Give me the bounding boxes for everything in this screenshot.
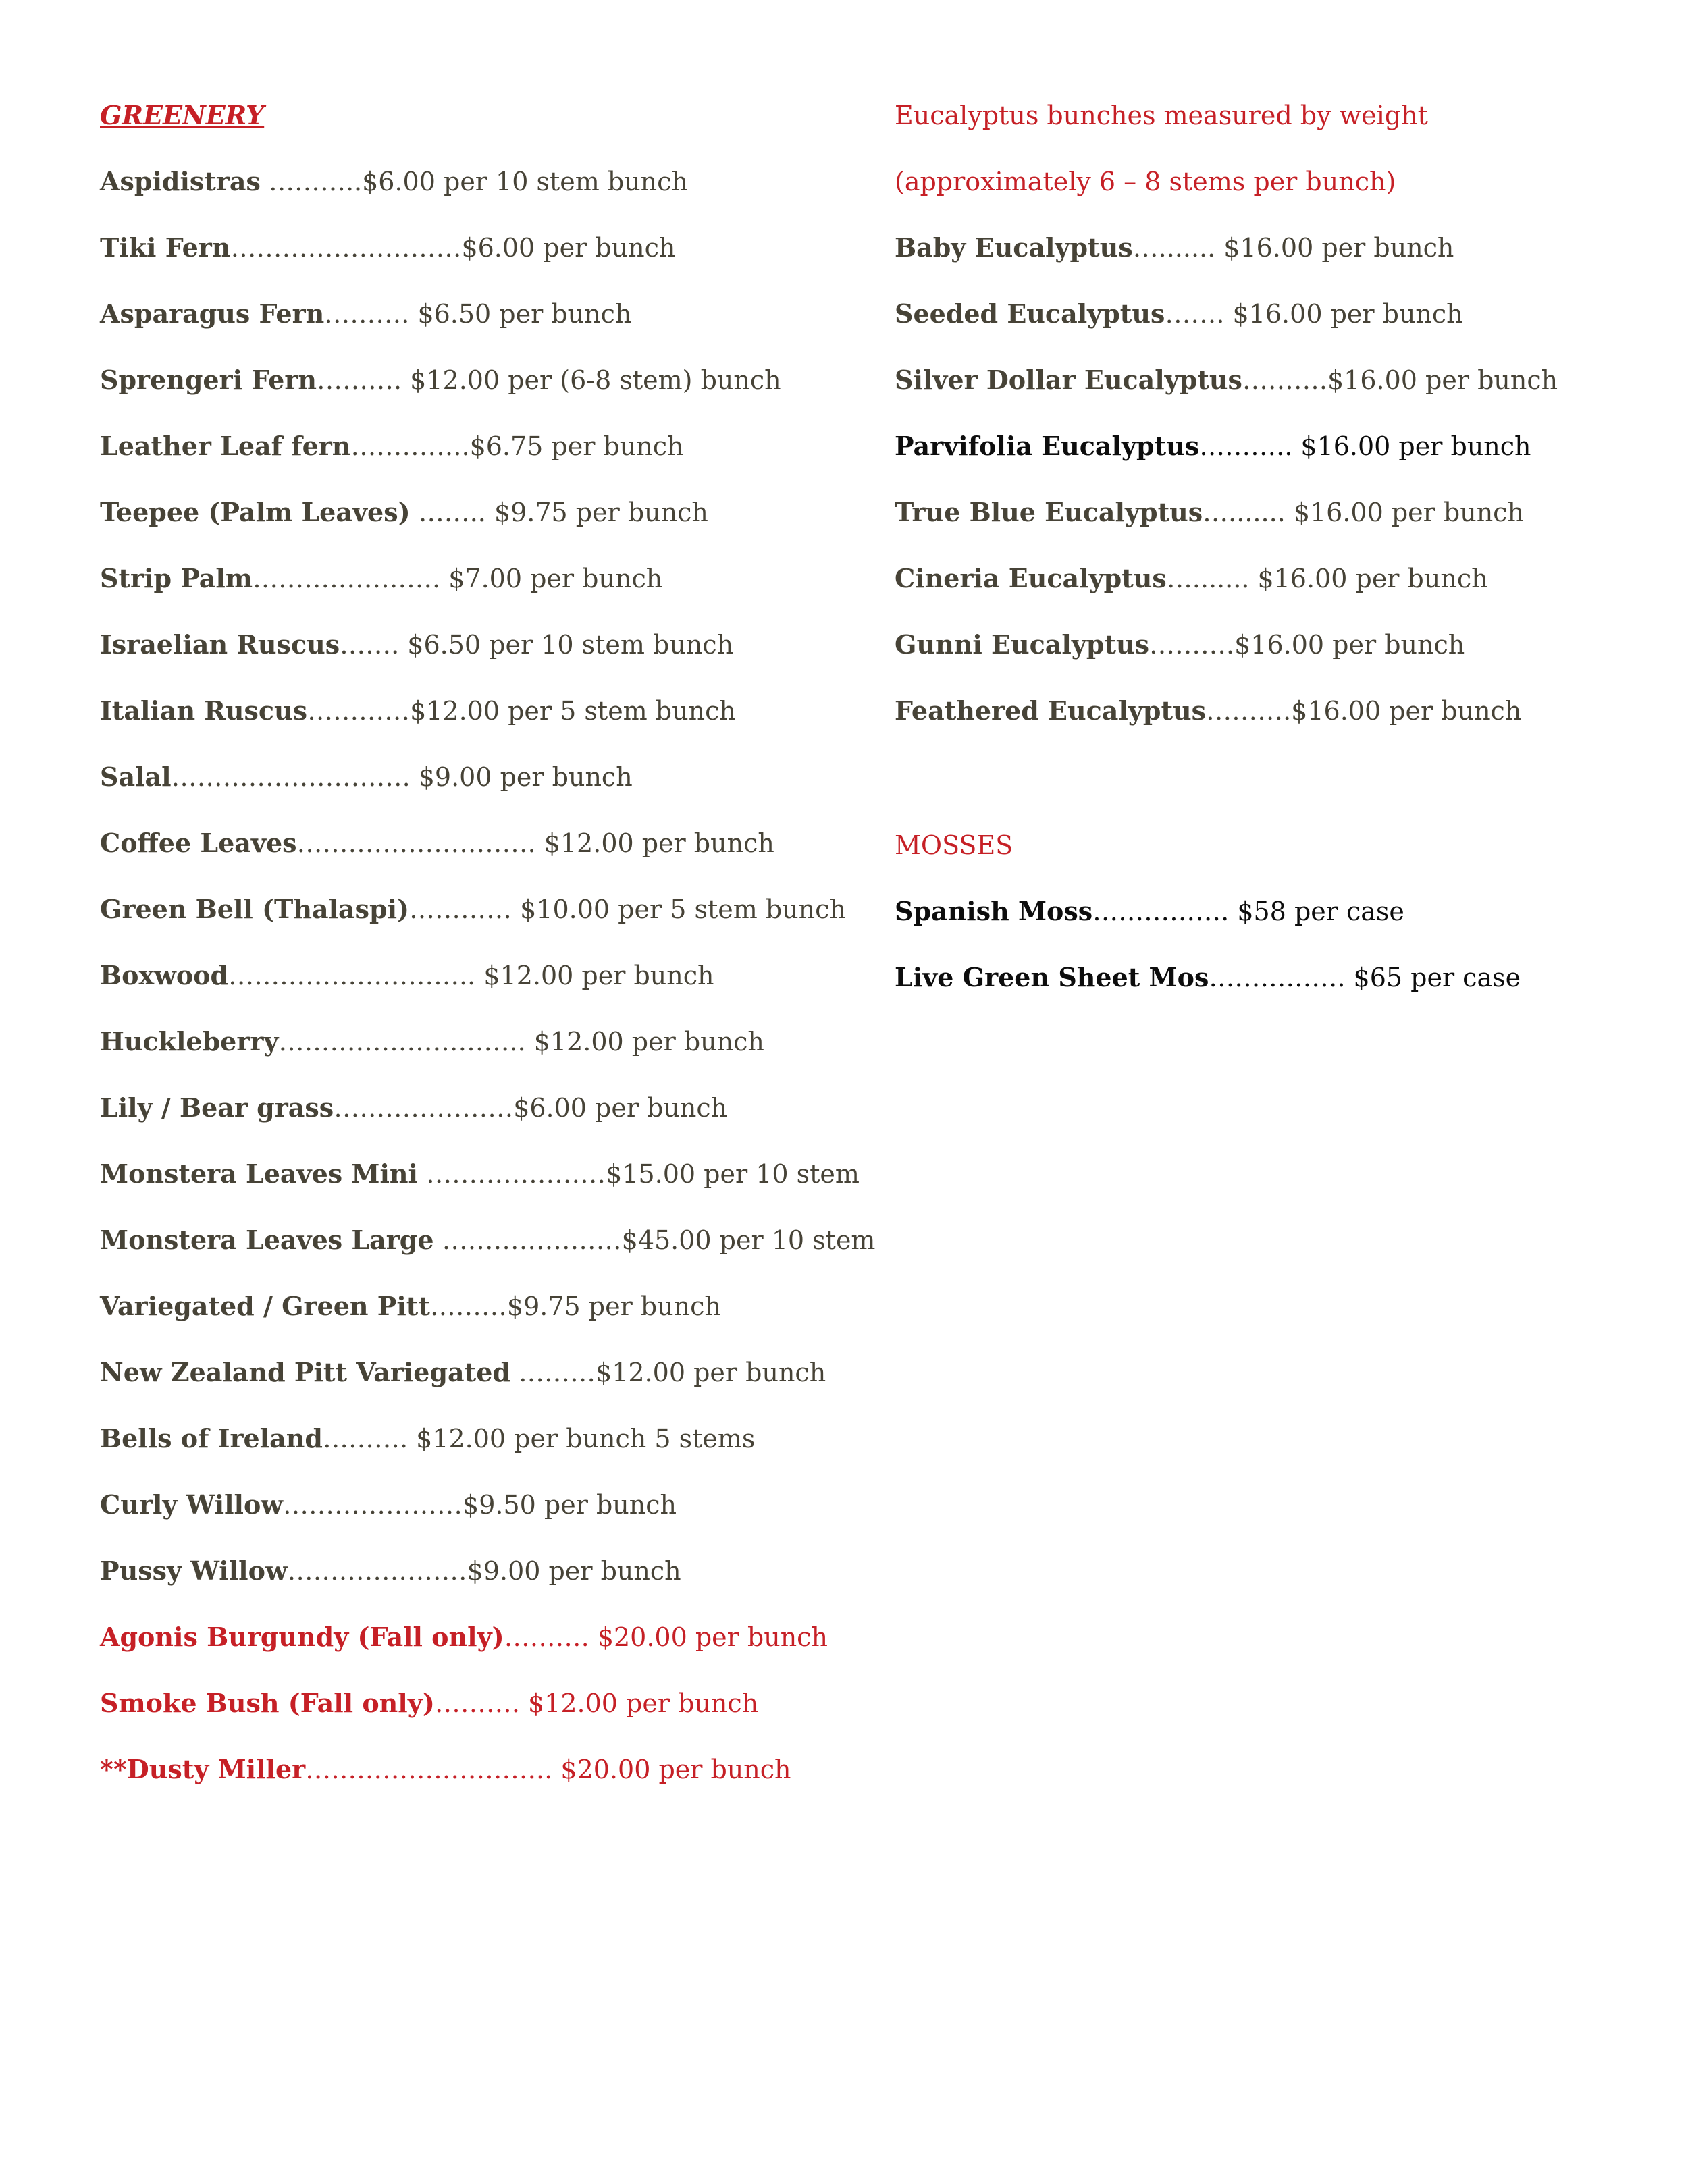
greenery-item	[100, 165, 688, 198]
greenery-item-name: Boxwood	[100, 960, 229, 990]
greenery-item-price: $12.00 per bunch	[533, 1027, 764, 1057]
mosses-heading: MOSSES	[895, 830, 1013, 860]
greenery-item-price: $9.75 per bunch	[494, 498, 708, 527]
eucalyptus-item-leader: ……….	[1149, 630, 1235, 660]
greenery-item-price: $9.75 per bunch	[506, 1291, 721, 1321]
greenery-item-price: $12.00 per bunch	[544, 828, 774, 858]
greenery-item-price: $6.00 per bunch	[513, 1093, 728, 1123]
greenery-item-leader: …………..	[350, 431, 470, 461]
greenery-item-name: Israelian Ruscus	[100, 629, 340, 660]
greenery-heading: GREENERY	[100, 100, 265, 130]
greenery-item	[100, 628, 733, 662]
eucalyptus-item-price: $16.00 per bunch	[1300, 431, 1531, 461]
eucalyptus-item	[895, 429, 1531, 463]
greenery-item-leader: ………	[510, 1358, 596, 1387]
eucalyptus-item-price: $16.00 per bunch	[1257, 564, 1488, 593]
eucalyptus-item-name: True Blue Eucalyptus	[895, 497, 1203, 527]
greenery-item-price: $7.00 per bunch	[448, 564, 663, 593]
greenery-item-name: Agonis Burgundy (Fall only)	[100, 1622, 504, 1652]
greenery-item-name: Variegated / Green Pitt	[100, 1291, 430, 1321]
eucalyptus-item-price: $16.00 per bunch	[1223, 233, 1454, 263]
greenery-item-leader: ………………………..	[305, 1755, 561, 1784]
greenery-item-name: Teepee (Palm Leaves)	[100, 497, 411, 527]
greenery-item-name: **Dusty Miller	[100, 1754, 306, 1784]
greenery-item	[100, 429, 684, 463]
greenery-item-price: $15.00 per 10 stem	[606, 1159, 860, 1189]
greenery-item-leader: …………………	[418, 1159, 606, 1189]
eucalyptus-item-leader: ……….	[1242, 365, 1327, 395]
greenery-item	[100, 959, 714, 992]
greenery-item-price: $10.00 per 5 stem bunch	[520, 895, 846, 924]
eucalyptus-item-leader: ….......	[1203, 498, 1294, 527]
greenery-item	[100, 1753, 791, 1786]
greenery-item-name: Bells of Ireland	[100, 1423, 323, 1454]
eucalyptus-item	[895, 297, 1463, 331]
greenery-item-price: $6.00 per bunch	[461, 233, 676, 263]
eucalyptus-item	[895, 231, 1454, 265]
greenery-item	[100, 297, 631, 331]
greenery-item-name: Curly Willow	[100, 1489, 284, 1520]
eucalyptus-item-price: $16.00 per bunch	[1327, 365, 1558, 395]
eucalyptus-item-name: Cineria Eucalyptus	[895, 563, 1167, 593]
greenery-item	[100, 1289, 721, 1323]
greenery-item-leader: ……….	[504, 1622, 598, 1652]
eucalyptus-item-leader: …….	[1165, 299, 1233, 329]
greenery-item-price: $12.00 per bunch	[596, 1358, 826, 1387]
greenery-item-leader: …………………	[334, 1093, 514, 1123]
eucalyptus-item-name: Seeded Eucalyptus	[895, 298, 1165, 329]
eucalyptus-item-leader: ……….	[1206, 696, 1292, 726]
eucalyptus-item-price: $16.00 per bunch	[1232, 299, 1463, 329]
greenery-item-leader: …………………	[433, 1225, 622, 1255]
greenery-item	[100, 1422, 755, 1456]
greenery-item-leader: ……………………….	[171, 762, 419, 792]
greenery-item-price: $20.00 per bunch	[560, 1755, 791, 1784]
greenery-item-price: $9.00 per bunch	[467, 1556, 681, 1586]
eucalyptus-item-name: Silver Dollar Eucalyptus	[895, 365, 1242, 395]
moss-item-leader: …………….	[1209, 963, 1354, 992]
greenery-item	[100, 1223, 875, 1257]
greenery-item	[100, 1157, 860, 1191]
eucalyptus-item-leader: ………..	[1199, 431, 1301, 461]
greenery-item-leader: ………..	[260, 167, 363, 196]
greenery-item-name: Pussy Willow	[100, 1555, 288, 1586]
greenery-item	[100, 1356, 826, 1389]
greenery-item-price: $6.50 per bunch	[417, 299, 632, 329]
greenery-item	[100, 231, 675, 265]
greenery-item-price: $6.00 per 10 stem bunch	[362, 167, 688, 196]
greenery-item-leader: …………	[307, 696, 411, 726]
greenery-item-leader: …….	[340, 630, 408, 660]
greenery-item	[100, 1620, 828, 1654]
eucalyptus-item	[895, 363, 1558, 397]
greenery-item-name: Monstera Leaves Mini	[100, 1158, 418, 1189]
greenery-item-price: $12.00 per (6-8 stem) bunch	[410, 365, 781, 395]
greenery-item-name: Huckleberry	[100, 1026, 279, 1057]
eucalyptus-item	[895, 562, 1488, 595]
greenery-item-price: $45.00 per 10 stem	[621, 1225, 876, 1255]
greenery-item	[100, 1091, 727, 1125]
moss-item-price: $58 per case	[1237, 897, 1404, 926]
greenery-item	[100, 1686, 758, 1720]
eucalyptus-item	[895, 496, 1524, 529]
greenery-item-leader: ……………………….	[296, 828, 544, 858]
eucalyptus-item-name: Feathered Eucalyptus	[895, 695, 1207, 726]
eucalyptus-note-line2: (approximately 6 – 8 stems per bunch)	[895, 167, 1396, 196]
greenery-item-price: $9.50 per bunch	[463, 1490, 677, 1520]
greenery-item-leader: ………………………..	[278, 1027, 534, 1057]
greenery-item-leader: ………	[429, 1291, 507, 1321]
greenery-item	[100, 760, 633, 794]
greenery-item-price: $20.00 per bunch	[597, 1622, 828, 1652]
greenery-item-leader: ……….	[317, 365, 411, 395]
greenery-item	[100, 1554, 681, 1588]
greenery-item	[100, 562, 662, 595]
greenery-item	[100, 1025, 764, 1059]
greenery-item-leader: …………………	[287, 1556, 467, 1586]
greenery-item-leader: ………………………	[230, 233, 462, 263]
moss-item-price: $65 per case	[1353, 963, 1521, 992]
eucalyptus-item-price: $16.00 per bunch	[1291, 696, 1522, 726]
greenery-item-leader: ………………….	[253, 564, 449, 593]
greenery-item-leader: ……..	[410, 498, 494, 527]
moss-item-name: Live Green Sheet Mos	[895, 962, 1209, 992]
moss-item	[895, 961, 1521, 994]
greenery-item	[100, 363, 781, 397]
greenery-item-leader: ……….	[322, 1424, 417, 1454]
eucalyptus-item-name: Baby Eucalyptus	[895, 232, 1133, 263]
eucalyptus-item-name: Parvifolia Eucalyptus	[895, 431, 1200, 461]
greenery-item-name: Lily / Bear grass	[100, 1092, 334, 1123]
moss-item-name: Spanish Moss	[895, 896, 1093, 926]
greenery-item-name: Monstera Leaves Large	[100, 1225, 434, 1255]
greenery-item-name: Italian Ruscus	[100, 695, 308, 726]
moss-item	[895, 895, 1404, 928]
greenery-item-leader: …………	[409, 895, 521, 924]
greenery-item-name: Coffee Leaves	[100, 828, 297, 858]
greenery-item-leader: ……….	[324, 299, 418, 329]
eucalyptus-item-leader: ….......	[1166, 564, 1258, 593]
greenery-item-price: $12.00 per bunch	[483, 961, 714, 990]
eucalyptus-item-price: $16.00 per bunch	[1293, 498, 1524, 527]
eucalyptus-item	[895, 694, 1521, 728]
moss-item-leader: …………….	[1092, 897, 1238, 926]
greenery-item-name: Leather Leaf fern	[100, 431, 351, 461]
greenery-item-price: $12.00 per 5 stem bunch	[410, 696, 736, 726]
greenery-item-price: $9.00 per bunch	[418, 762, 633, 792]
greenery-item-name: Sprengeri Fern	[100, 365, 317, 395]
greenery-item-name: New Zealand Pitt Variegated	[100, 1357, 510, 1387]
greenery-item-price: $12.00 per bunch 5 stems	[416, 1424, 756, 1454]
greenery-item-name: Green Bell (Thalaspi)	[100, 894, 410, 924]
greenery-item-leader: …………………	[283, 1490, 463, 1520]
greenery-item-price: $6.50 per 10 stem bunch	[407, 630, 734, 660]
greenery-item-price: $6.75 per bunch	[469, 431, 684, 461]
eucalyptus-note-line1: Eucalyptus bunches measured by weight	[895, 101, 1428, 130]
greenery-item	[100, 893, 846, 926]
greenery-item	[100, 826, 774, 860]
greenery-item	[100, 1488, 677, 1522]
greenery-item-name: Asparagus Fern	[100, 298, 325, 329]
greenery-item	[100, 496, 708, 529]
eucalyptus-item-name: Gunni Eucalyptus	[895, 629, 1150, 660]
greenery-item-leader: ……….	[434, 1688, 528, 1718]
eucalyptus-item	[895, 628, 1465, 662]
greenery-item-name: Aspidistras	[100, 166, 261, 196]
greenery-item-price: $12.00 per bunch	[527, 1688, 759, 1718]
eucalyptus-item-leader: ….......	[1132, 233, 1224, 263]
greenery-item-name: Tiki Fern	[100, 232, 231, 263]
greenery-item-name: Smoke Bush (Fall only)	[100, 1688, 435, 1718]
greenery-item	[100, 694, 736, 728]
greenery-item-name: Strip Palm	[100, 563, 253, 593]
greenery-item-name: Salal	[100, 762, 172, 792]
greenery-item-leader: ………………………..	[228, 961, 484, 990]
eucalyptus-item-price: $16.00 per bunch	[1234, 630, 1465, 660]
